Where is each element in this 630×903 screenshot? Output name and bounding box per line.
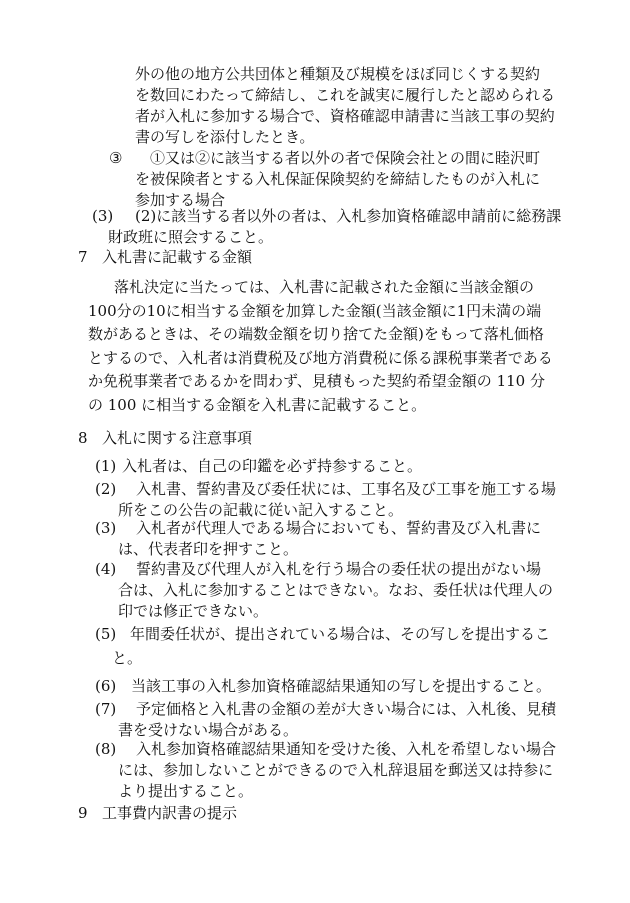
list-item [118,699,556,741]
section-number: 8 [78,429,88,447]
text-line: 所をこの公告の記載に従い記入すること。 [118,501,404,519]
text-line: か免税事業者であるかを問わず、見積もった契約希望金額の 110 分 [88,372,545,390]
text-line: 誓約書及び代理人が入札を行う場合の委任状の提出がない場 [136,560,542,578]
list-item [135,148,540,211]
text-line: ①又は②に該当する者以外の者で保険会社との間に睦沢町 [150,149,541,167]
list-item [112,623,550,670]
list-item [118,479,556,521]
text-line: 書の写しを添付したとき。 [135,128,315,146]
text-line: 外の他の地方公共団体と種類及び規模をほぼ同じくする契約 [135,65,541,83]
item-marker: (4) [95,560,117,578]
text-line: 合は、入札に参加することはできない。なお、委任状は代理人の [118,581,554,599]
item-marker: (5) [95,625,117,643]
section-heading [78,246,252,269]
text-line: は、代表者印を押すこと。 [118,540,299,558]
section-number: 7 [78,248,88,266]
item-marker: (3) [92,207,114,225]
text-line: 入札者は、自己の印鑑を必ず持参すること。 [122,457,423,475]
text-line: より提出すること。 [118,782,254,800]
text-line: 当該工事の入札参加資格確認結果通知の写しを提出すること。 [131,677,552,695]
item-marker: (7) [95,700,117,718]
section-heading [78,427,252,450]
text-line: を被保険者とする入札保証保険契約を締結したものが入札に [135,170,541,188]
text-line: (2)に該当する者以外の者は、入札参加資格確認申請前に総務課 [135,207,562,225]
list-item [118,518,541,560]
text-line: 100分の10に相当する金額を加算した金額(当該金額に1円未満の端 [88,301,542,320]
text-line: 参加する場合 [135,191,226,209]
section-heading [78,802,237,825]
item-marker: ③ [109,149,123,167]
text-line: 者が入札に参加する場合で、資格確認申請書に当該工事の契約 [135,107,555,125]
text-line: 入札参加資格確認結果通知を受けた後、入札を希望しない場合 [136,740,557,758]
text-line: と。 [112,648,143,667]
text-line: 落札決定に当たっては、入札書に記載された金額に当該金額の [114,278,535,296]
text-line: 数があるときは、その端数金額を切り捨てた金額)をもって落札価格 [88,325,544,343]
text-line: とするので、入札者は消費税及び地方消費税に係る課税事業者である [88,348,553,367]
item-marker: (1) [95,457,117,475]
text-line: 入札書、誓約書及び委任状には、工事名及び工事を施工する場 [136,480,557,498]
continued-paragraph [135,64,555,148]
list-item [131,676,551,697]
list-item [122,456,422,477]
section-body [88,276,553,417]
list-item [108,206,561,248]
section-title: 入札に関する注意事項 [102,429,253,447]
text-line: 財政班に照会すること。 [108,228,274,246]
item-marker: (2) [95,480,117,498]
list-item [118,559,553,622]
list-item [118,739,556,802]
text-line: には、参加しないことができるので入札辞退届を郵送又は持参に [118,761,554,779]
item-marker: (3) [95,519,117,537]
text-line: 印では修正できない。 [118,602,269,620]
section-number: 9 [78,804,88,822]
item-marker: (8) [95,740,117,758]
text-line: 書を受けない場合がある。 [118,721,299,739]
text-line: 予定価格と入札書の金額の差が大きい場合には、入札後、見積 [136,700,557,718]
text-line: 入札者が代理人である場合においても、誓約書及び入札書に [136,519,542,537]
section-title: 入札書に記載する金額 [102,248,253,266]
item-marker: (6) [95,677,117,695]
text-line: 年間委任状が、提出されている場合は、その写しを提出するこ [130,625,551,643]
section-title: 工事費内訳書の提示 [102,804,238,822]
text-line: の 100 に相当する金額を入札書に記載すること。 [88,395,427,414]
text-line: を数回にわたって締結し、これを誠実に履行したと認められる [135,86,556,104]
